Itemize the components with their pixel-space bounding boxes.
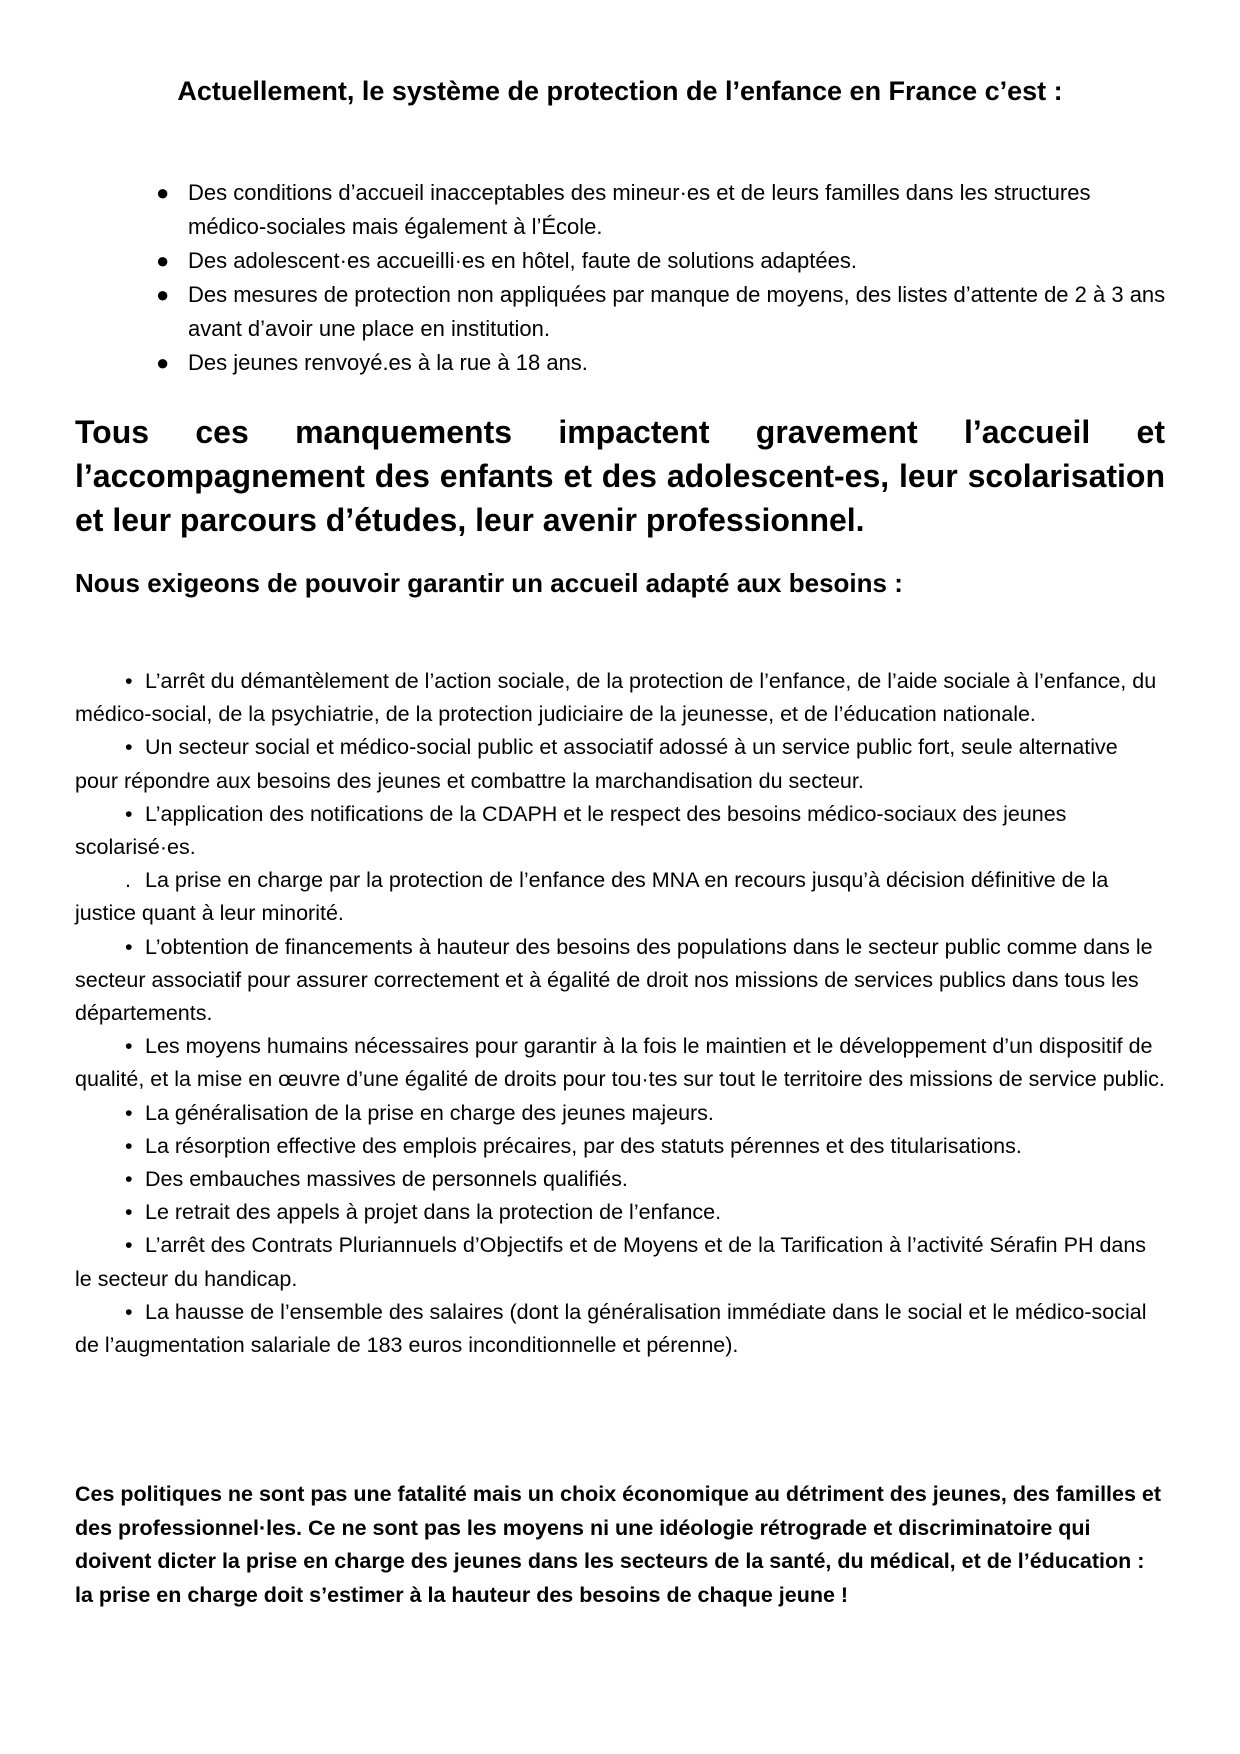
bullet-icon: • <box>125 1200 133 1225</box>
bullet-icon: • <box>125 735 133 760</box>
demand-text: Des embauches massives de personnels qualifiés. <box>145 1167 628 1192</box>
demand-text: La généralisation de la prise en charge des jeunes majeurs. <box>145 1100 714 1125</box>
bullet-icon: • <box>125 1299 133 1324</box>
bullet-icon: • <box>125 801 133 826</box>
demand-text: Le retrait des appels à projet dans la protection de l’enfance. <box>145 1200 722 1225</box>
list-item-text: Des jeunes renvoyé.es à la rue à 18 ans. <box>188 350 588 375</box>
demand-item <box>75 798 1165 864</box>
bullet-icon: • <box>125 934 133 959</box>
demand-item <box>75 731 1165 797</box>
situation-list <box>150 176 1170 380</box>
bullet-icon: • <box>125 1233 133 1258</box>
demand-text: Les moyens humains nécessaires pour garantir à la fois le maintien et le développement d’un dispositif de qualité, et la mise en œuvre d’une égalité de droits pour tou·tes sur tout le territoire des missions de service public. <box>75 1034 1165 1092</box>
page-title: Actuellement, le système de protection de l’enfance en France c’est : <box>177 76 1063 106</box>
list-item <box>150 346 1170 380</box>
demands-list <box>75 665 1165 1362</box>
bullet-icon: ● <box>156 350 170 375</box>
demand-text: La résorption effective des emplois précaires, par des statuts pérennes et des titularisations. <box>145 1133 1022 1158</box>
demand-item <box>75 1196 1165 1229</box>
list-item-text: Des conditions d’accueil inacceptables des mineur·es et de leurs familles dans les structures médico-sociales mais également à l’École. <box>188 180 1091 239</box>
demand-text: L’application des notifications de la CDAPH et le respect des besoins médico-sociaux des jeunes scolarisé·es. <box>75 801 1067 860</box>
demand-item <box>75 1130 1165 1163</box>
demands-heading: Nous exigeons de pouvoir garantir un accueil adapté aux besoins : <box>75 568 903 598</box>
bullet-icon: • <box>125 1133 133 1158</box>
bullet-icon: ● <box>156 282 170 307</box>
demand-text: L’obtention de financements à hauteur des besoins des populations dans le secteur public comme dans le secteur associatif pour assurer correctement et à égalité de droit nos missions de services publics dans tous les départements. <box>75 934 1153 1026</box>
bullet-icon: • <box>125 669 133 693</box>
demand-text: L’arrêt du démantèlement de l’action sociale, de la protection de l’enfance, de l’aide sociale à l’enfance, du médico-social, de la psychiatrie, de la protection judiciaire de la jeunesse, et de l’éducation nationale. <box>75 669 1157 727</box>
list-item-text: Des adolescent·es accueilli·es en hôtel, faute de solutions adaptées. <box>188 248 857 273</box>
demand-item <box>75 1163 1165 1196</box>
demand-text: La prise en charge par la protection de l’enfance des MNA en recours jusqu’à décision définitive de la justice quant à leur minorité. <box>75 868 1109 926</box>
list-item <box>150 176 1170 244</box>
demand-item <box>75 864 1165 930</box>
bullet-icon: ● <box>156 248 170 273</box>
demand-text: L’arrêt des Contrats Pluriannuels d’Objectifs et de Moyens et de la Tarification à l’activité Sérafin PH dans le secteur du handicap. <box>75 1233 1147 1291</box>
demand-item <box>75 1229 1165 1295</box>
bullet-icon: • <box>125 1034 133 1059</box>
bullet-icon: ● <box>156 180 170 205</box>
conclusion-paragraph: Ces politiques ne sont pas une fatalité mais un choix économique au détriment des jeunes, des familles et des professionnel·les. Ce ne sont pas les moyens ni une idéologie rétrograde et discriminatoire qui doivent dicter la prise en charge des jeunes dans les secteurs de la santé, du médical, et de l’éducation : la prise en charge doit s’estimer à la hauteur des besoins de chaque jeune ! <box>75 1482 1162 1607</box>
bullet-icon: • <box>125 1167 133 1192</box>
demand-item <box>75 931 1165 1031</box>
demand-text: Un secteur social et médico-social public et associatif adossé à un service public fort, seule alternative pour répondre aux besoins des jeunes et combattre la marchandisation du secteur. <box>75 735 1118 793</box>
demand-item <box>75 1296 1165 1362</box>
demand-item <box>75 1097 1165 1130</box>
bullet-icon: • <box>125 1100 133 1125</box>
impact-statement: Tous ces manquements impactent gravement l’accueil et l’accompagnement des enfants et des adolescent-es, leur scolarisation et leur parcours d’études, leur avenir professionnel. <box>75 414 1165 538</box>
list-item-text: Des mesures de protection non appliquées par manque de moyens, des listes d’attente de 2 à 3 ans avant d’avoir une place en institution. <box>188 282 1166 341</box>
list-item <box>150 244 1170 278</box>
demand-item <box>75 665 1165 731</box>
bullet-icon: . <box>125 868 131 893</box>
list-item <box>150 278 1170 346</box>
demand-item <box>75 1030 1165 1096</box>
demand-text: La hausse de l’ensemble des salaires (dont la généralisation immédiate dans le social et le médico-social de l’augmentation salariale de 183 euros inconditionnelle et pérenne). <box>75 1299 1147 1358</box>
